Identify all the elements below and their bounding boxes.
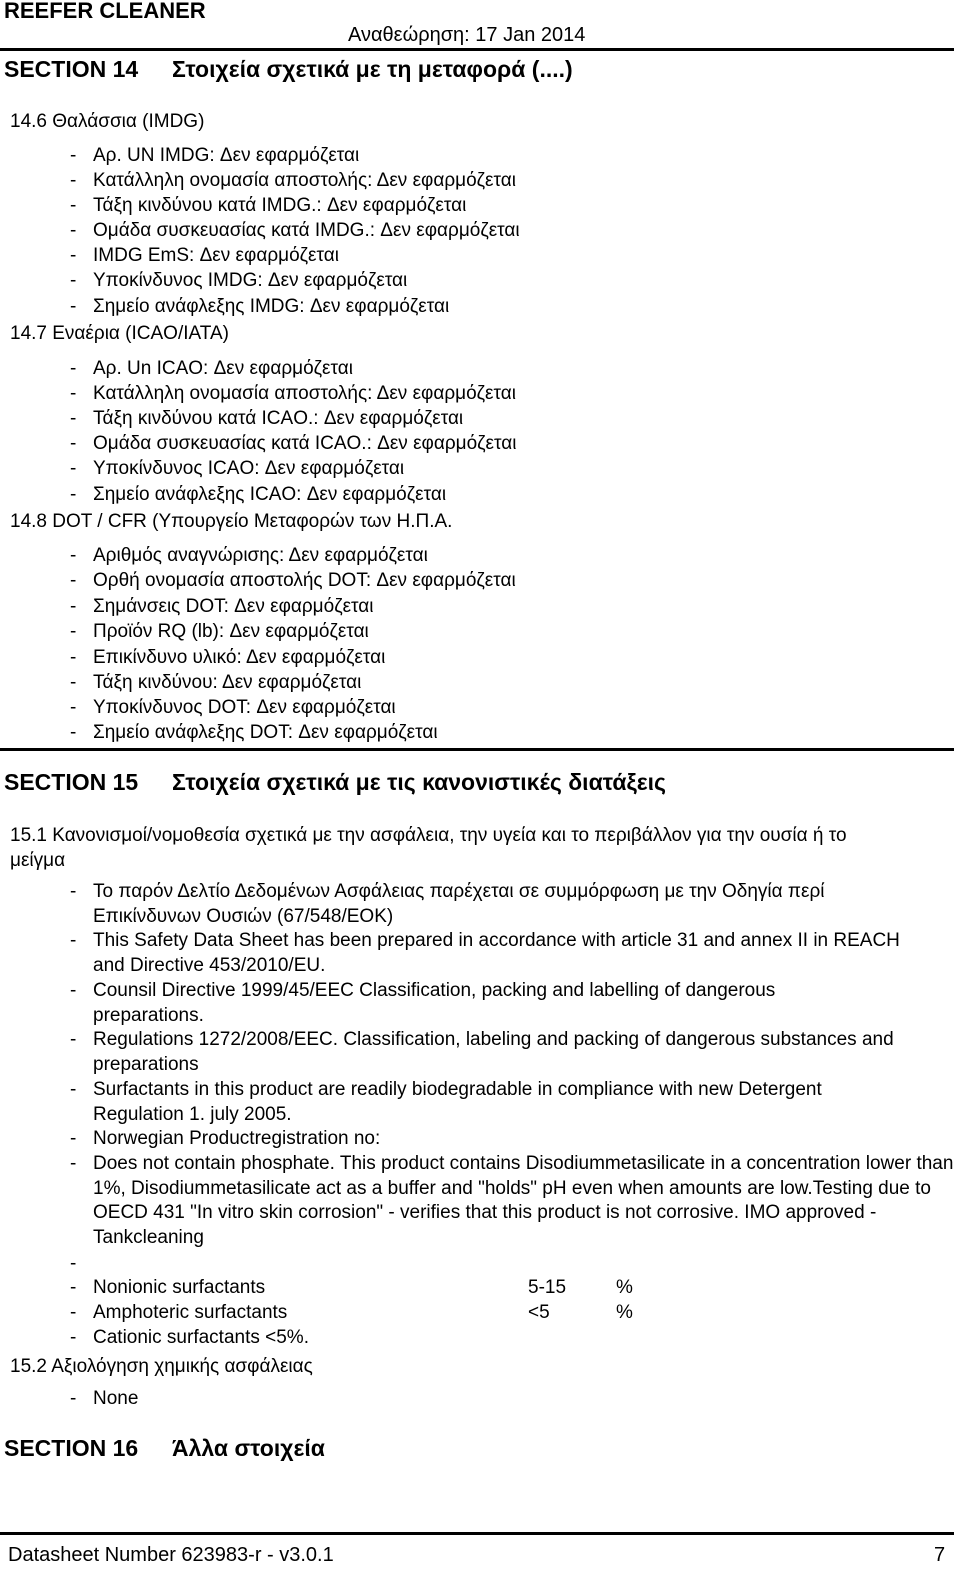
- section-16-heading: [4, 1435, 325, 1462]
- surfactant-value: <5: [528, 1302, 550, 1323]
- footer-rule: [0, 1532, 954, 1535]
- section-14-number: SECTION 14: [4, 56, 139, 82]
- header-rule: [0, 48, 954, 51]
- datasheet-number: Datasheet Number 623983-r - v3.0.1: [8, 1544, 334, 1566]
- surfactant-name: Nonionic surfactants: [93, 1277, 266, 1298]
- surfactant-unit: %: [616, 1302, 633, 1323]
- surfactant-unit: %: [616, 1277, 633, 1298]
- section-14-title: Στοιχεία σχετικά με τη μεταφορά (....): [172, 56, 573, 82]
- surfactant-value: 5-15: [528, 1277, 567, 1298]
- revision-date: Αναθεώρηση: 17 Jan 2014: [348, 24, 586, 46]
- page-number: 7: [934, 1544, 946, 1566]
- regulation-heading-line1: 15.1 Κανονισμοί/νομοθεσία σχετικά με την ασφάλεια, την υγεία και το περιβάλλον για την ουσία ή το: [10, 825, 847, 846]
- section-15-rule: [0, 748, 954, 751]
- section-15-heading: [4, 769, 666, 796]
- section-16-title: Άλλα στοιχεία: [172, 1435, 325, 1461]
- icao-heading: 14.7 Εναέρια (ICAO/IATA): [10, 323, 229, 344]
- imdg-heading: 14.6 Θαλάσσια (IMDG): [10, 111, 205, 132]
- section-16-number: SECTION 16: [4, 1435, 139, 1461]
- dot-heading: 14.8 DOT / CFR (Υπουργείο Μεταφορών των Η.Π.Α.: [10, 511, 453, 532]
- product-name: REEFER CLEANER: [4, 0, 206, 23]
- chemical-safety-heading: 15.2 Αξιολόγηση χημικής ασφάλειας: [10, 1356, 313, 1377]
- section-15-title: Στοιχεία σχετικά με τις κανονιστικές διατάξεις: [172, 769, 666, 795]
- surfactant-name: Amphoteric surfactants: [93, 1302, 288, 1323]
- section-15-number: SECTION 15: [4, 769, 139, 795]
- regulation-heading-line2: μείγμα: [10, 850, 66, 871]
- section-14-heading: [4, 56, 573, 83]
